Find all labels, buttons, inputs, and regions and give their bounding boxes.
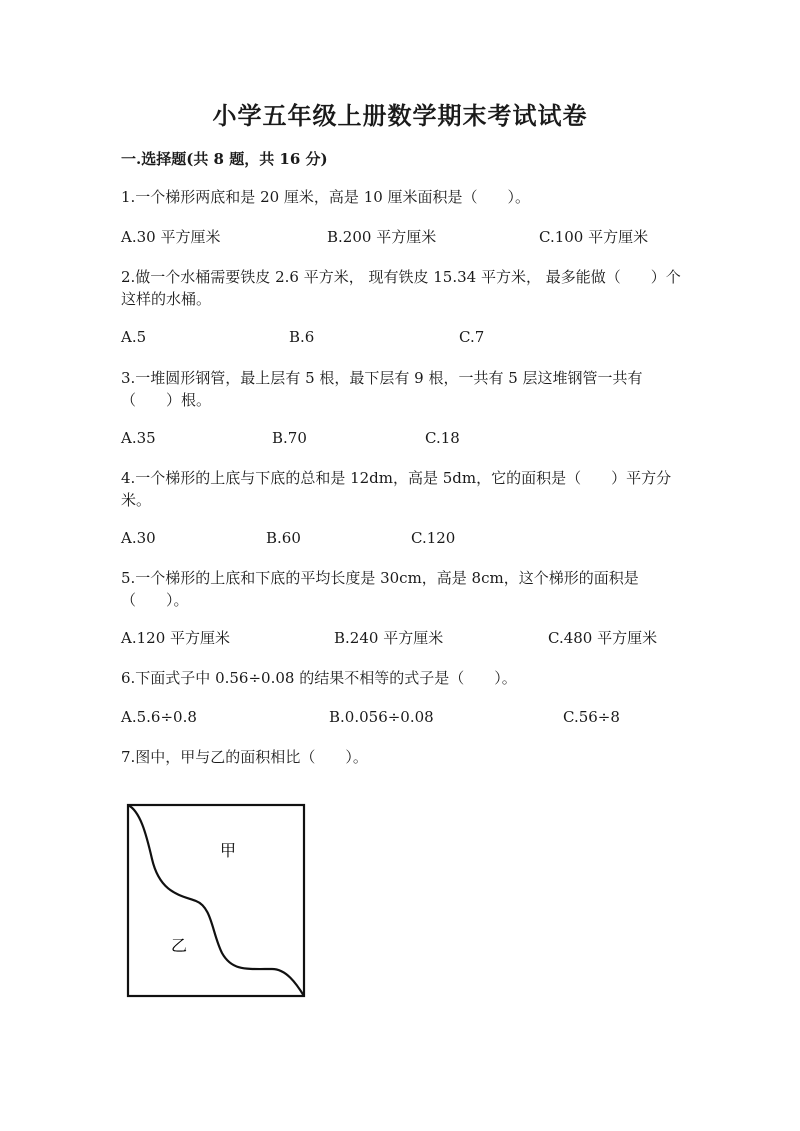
dividing-curve — [128, 805, 304, 996]
page-title: 小学五年级上册数学期末考试试卷 — [212, 101, 588, 130]
option-2a: A.5 — [121, 328, 147, 346]
option-3b: B.70 — [272, 429, 307, 447]
option-3c: C.18 — [425, 429, 460, 447]
option-5a: A.120 平方厘米 — [121, 629, 230, 647]
options-4 — [121, 527, 721, 549]
option-1c: C.100 平方厘米 — [539, 228, 649, 246]
question-6: 6.下面式子中 0.56÷0.08 的结果不相等的式子是（ ）。 — [121, 669, 517, 687]
question-7: 7.图中，甲与乙的面积相比（ ）。 — [121, 748, 368, 766]
option-2b: B.6 — [289, 328, 315, 346]
question-2: 2.做一个水桶需要铁皮 2.6 平方米， 现有铁皮 15.34 平方米， 最多能做（ ）个这样的水桶。 — [121, 268, 681, 308]
option-4c: C.120 — [411, 529, 456, 547]
options-5 — [121, 627, 721, 649]
option-6c: C.56÷8 — [563, 708, 620, 726]
option-6b: B.0.056÷0.08 — [329, 708, 434, 726]
options-6 — [121, 706, 721, 728]
label-jia: 甲 — [220, 841, 237, 860]
label-yi: 乙 — [171, 936, 188, 955]
option-5c: C.480 平方厘米 — [548, 629, 658, 647]
option-1b: B.200 平方厘米 — [327, 228, 437, 246]
figure-square — [128, 805, 304, 996]
options-3 — [121, 427, 721, 449]
question-1: 1.一个梯形两底和是 20 厘米，高是 10 厘米面积是（ ）。 — [121, 188, 531, 206]
option-2c: C.7 — [459, 328, 485, 346]
option-4b: B.60 — [266, 529, 301, 547]
option-3a: A.35 — [121, 429, 156, 447]
option-1a: A.30 平方厘米 — [121, 228, 221, 246]
option-5b: B.240 平方厘米 — [334, 629, 444, 647]
question-4: 4.一个梯形的上底与下底的总和是 12dm，高是 5dm，它的面积是（ ）平方分米。 — [121, 469, 672, 509]
square-curve-figure — [126, 803, 308, 999]
options-1 — [121, 226, 721, 248]
section-header: 一.选择题(共 8 题，共 16 分) — [121, 150, 328, 168]
question-3: 3.一堆圆形钢管，最上层有 5 根，最下层有 9 根，一共有 5 层这堆钢管一共有（ ）根。 — [121, 369, 643, 409]
option-4a: A.30 — [121, 529, 156, 547]
option-6a: A.5.6÷0.8 — [121, 708, 197, 726]
options-2 — [121, 326, 721, 348]
question-5: 5.一个梯形的上底和下底的平均长度是 30cm，高是 8cm，这个梯形的面积是（ ）。 — [121, 569, 639, 609]
